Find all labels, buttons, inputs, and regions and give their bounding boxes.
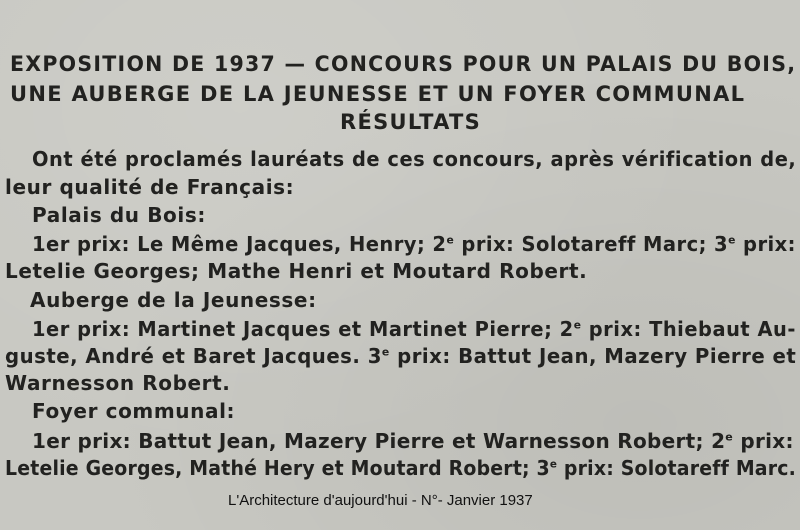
section-2-line-2 bbox=[5, 344, 796, 368]
superscript: e bbox=[381, 345, 390, 359]
section-3-line-1 bbox=[32, 429, 794, 453]
section-heading-palais: Palais du Bois: bbox=[32, 203, 206, 227]
section-3-line-2a: Letelie Georges, Mathé Hery et Moutard Robert; 3 bbox=[5, 456, 550, 480]
section-heading-foyer: Foyer communal: bbox=[32, 399, 236, 423]
superscript: e bbox=[725, 430, 734, 444]
section-2-line-1a: 1er prix: Martinet Jacques et Martinet Pierre; 2 bbox=[32, 317, 574, 341]
section-1-line-1 bbox=[32, 232, 796, 256]
superscript: e bbox=[728, 233, 736, 247]
source-caption: L'Architecture d'aujourd'hui - N°- Janvier 1937 bbox=[228, 492, 533, 509]
section-2-line-2a: guste, André et Baret Jacques. 3 bbox=[5, 344, 382, 368]
section-3-line-1a: 1er prix: Battut Jean, Mazery Pierre et Warnesson Robert; 2 bbox=[32, 429, 726, 453]
section-2-line-2b: prix: Battut Jean, Mazery Pierre et bbox=[389, 344, 797, 368]
section-2-line-1 bbox=[32, 317, 796, 341]
superscript: e bbox=[549, 457, 558, 471]
section-2-line-3: Warnesson Robert. bbox=[5, 371, 231, 395]
section-1-line-2: Letelie Georges; Mathe Henri et Moutard Robert. bbox=[5, 259, 588, 283]
title-line-3: RÉSULTATS bbox=[340, 110, 482, 134]
superscript: e bbox=[573, 318, 582, 332]
section-3-line-1b: prix: bbox=[733, 429, 794, 453]
title-line-2: UNE AUBERGE DE LA JEUNESSE ET UN FOYER COMMUNAL bbox=[10, 82, 746, 106]
section-1-line-1b: prix: Solotareff Marc; 3 bbox=[454, 232, 729, 256]
intro-line-1: Ont été proclamés lauréats de ces concours, après vérification de, bbox=[32, 147, 797, 171]
title-line-1: EXPOSITION DE 1937 — CONCOURS POUR UN PALAIS DU BOIS, bbox=[10, 52, 797, 76]
section-3-line-2 bbox=[5, 456, 796, 480]
section-2-line-1b: prix: Thiebaut Au- bbox=[581, 317, 796, 341]
intro-line-2: leur qualité de Français: bbox=[5, 175, 295, 199]
section-1-line-1c: prix: bbox=[735, 232, 796, 256]
section-heading-auberge: Auberge de la Jeunesse: bbox=[30, 288, 317, 312]
section-3-line-2b: prix: Solotareff Marc. bbox=[557, 456, 797, 480]
section-1-line-1a: 1er prix: Le Même Jacques, Henry; 2 bbox=[32, 232, 447, 256]
superscript: e bbox=[446, 233, 455, 247]
